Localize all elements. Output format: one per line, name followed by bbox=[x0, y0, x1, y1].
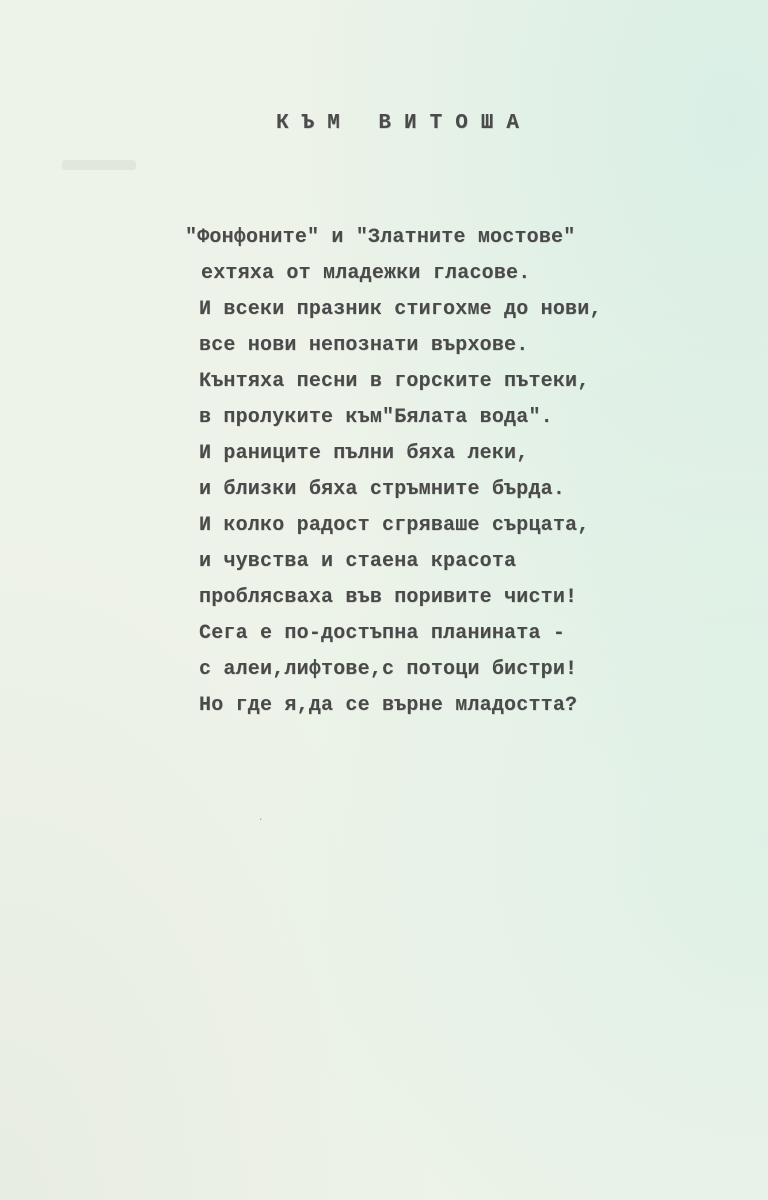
poem-line: Сега е по-достъпна планината - bbox=[199, 622, 566, 645]
poem-line: с алеи,лифтове,с потоци бистри! bbox=[199, 658, 578, 681]
poem-line: Но где я,да се върне младостта? bbox=[199, 694, 578, 717]
poem-body bbox=[185, 220, 745, 724]
poem-line: Кънтяха песни в горските пътеки, bbox=[199, 370, 590, 393]
paper-smudge bbox=[62, 160, 136, 170]
poem-line: все нови непознати върхове. bbox=[199, 334, 529, 357]
poem-line: "Фонфоните" и "Златните мостове" bbox=[185, 226, 576, 249]
poem-line: проблясваха във поривите чисти! bbox=[199, 586, 578, 609]
poem-line: и чувства и стаена красота bbox=[199, 550, 517, 573]
poem-line: в пролуките към"Бялата вода". bbox=[199, 406, 553, 429]
poem-line: И раниците пълни бяха леки, bbox=[199, 442, 529, 465]
poem-line: И колко радост сгряваше сърцата, bbox=[199, 514, 590, 537]
poem-line: ехтяха от младежки гласове. bbox=[201, 262, 531, 285]
poem-title: КЪМ ВИТОША bbox=[275, 112, 533, 135]
poem-line: И всеки празник стигохме до нови, bbox=[199, 298, 602, 321]
poem-line: и близки бяха стръмните бърда. bbox=[199, 478, 566, 501]
ink-speck: · bbox=[258, 815, 264, 825]
